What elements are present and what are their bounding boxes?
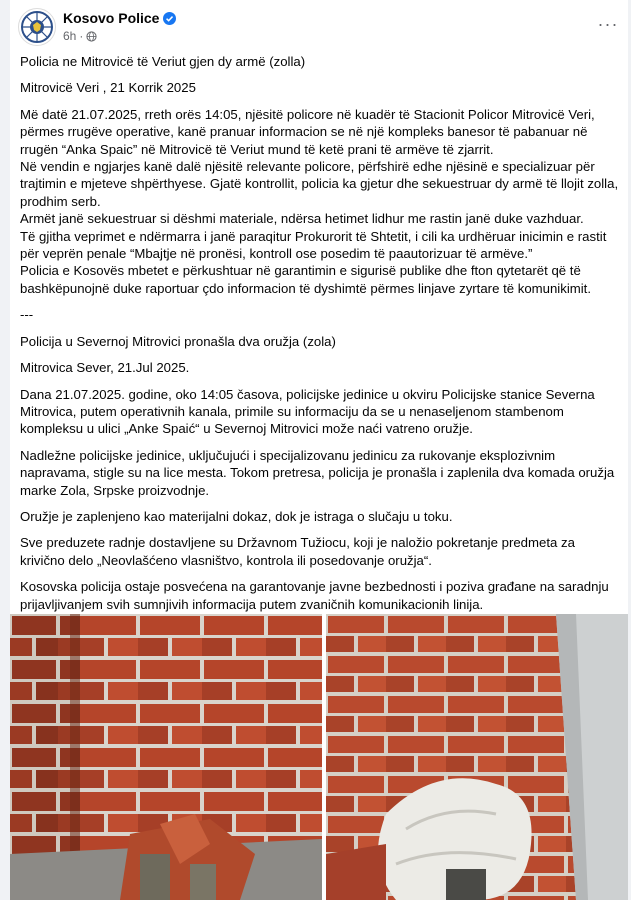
post-paragraph: Më datë 21.07.2025, rreth orës 14:05, njësitë policore në kuadër të Stacionit Policor Mitrovicë Veri, përmes rrugëve operative, kanë pranuar informacion se në një kompleks banesor të pabanuar në rrugën “Anka Spaic” në Mitrovicë të Veriut mund të ketë prani të armëve të zjarrit. Në vendin e ngjarjes kanë dalë njësitë relevante policore, përfshirë edhe njësinë e specializuar për trajtimin e mjeteve shpërthyese. Gjatë kontrollit, policia ka gjetur dhe sekuestruar dy armë të llojit zolla, prodhim serb. Armët janë sekuestruar si dëshmi materiale, ndërsa hetimet lidhur me rastin janë duke vazhduar. Të gjitha veprimet e ndërmarra i janë paraqitur Prokurorit të Shtetit, i cili ka urdhëruar inicimin e rastit për veprën penale “Mbajtje në pronësi, kontroll ose posedim të paautorizuar të armëve.” Policia e Kosovës mbetet e përkushtuar në garantimin e sigurisë publike dhe fton qytetarët që të bashkëpunojnë duke raportuar çdo informacion të dyshimtë përmes linjave zyrtare të komunikimit. (20, 106, 619, 296)
post-header (10, 0, 628, 50)
post-paragraph: Dana 21.07.2025. godine, oko 14:05 časova, policijske jedinice u okviru Policijske stanice Severna Mitrovica, putem operativnih kanala, primile su informaciju da se u nenaseljenom stambenom kompleksu u ulici „Anke Spaić“ u Severnoj Mitrovici može naći vatreno oružje. (20, 386, 595, 437)
post-paragraph: Nadležne policijske jedinice, uključujući i specijalizovanu jedinicu za rukovanje eksplozivnim napravama, stigle su na lice mesta. Tokom pretresa, policija je pronašla i zaplenila dva komada oružja marke Zola, Srpske proizvodnje. (20, 447, 615, 498)
kosovo-police-avatar[interactable] (18, 8, 56, 46)
post-time[interactable]: 6h (63, 29, 77, 43)
page-name-link[interactable] (63, 10, 176, 26)
page-name[interactable]: Kosovo Police (63, 10, 160, 26)
post-photos (10, 614, 628, 900)
verified-badge-icon (163, 12, 176, 25)
post-text (20, 53, 620, 622)
meta-separator: · (79, 29, 84, 43)
police-emblem-icon (19, 9, 55, 45)
post-paragraph: Policija u Severnoj Mitrovici pronašla dva oružja (zola) (20, 333, 336, 349)
post-paragraph: Kosovska policija ostaje posvećena na garantovanje javne bezbednosti i poziva građane na saradnju prijavljivanjem svih sumnjivih informacija putem zvaničnih komunikacionih linija. (20, 579, 609, 612)
brick-wall-photo-right (326, 614, 628, 900)
post-meta (63, 29, 97, 43)
post-paragraph: Oružje je zaplenjeno kao materijalni dokaz, dok je istraga o slučaju u toku. (20, 508, 453, 524)
more-options-button[interactable]: ··· (597, 14, 619, 34)
brick-wall-photo-left (10, 614, 322, 900)
post-separator-line: --- (20, 307, 34, 323)
post-card (10, 0, 628, 900)
post-paragraph: Policia ne Mitrovicë të Veriut gjen dy armë (zolla) (20, 54, 306, 69)
globe-icon[interactable] (86, 31, 97, 42)
post-paragraph: Sve preduzete radnje dostavljene su Državnom Tužiocu, koji je naložio pokretanje predmeta za krivično delo „Neovlašćeno vlasništvo, kontrola ili posedovanje oružja“. (20, 535, 575, 568)
photo-left[interactable] (10, 614, 322, 900)
photo-right[interactable] (326, 614, 628, 900)
post-paragraph: Mitrovicë Veri , 21 Korrik 2025 (20, 80, 196, 96)
post-paragraph: Mitrovica Sever, 21.Jul 2025. (20, 360, 190, 376)
